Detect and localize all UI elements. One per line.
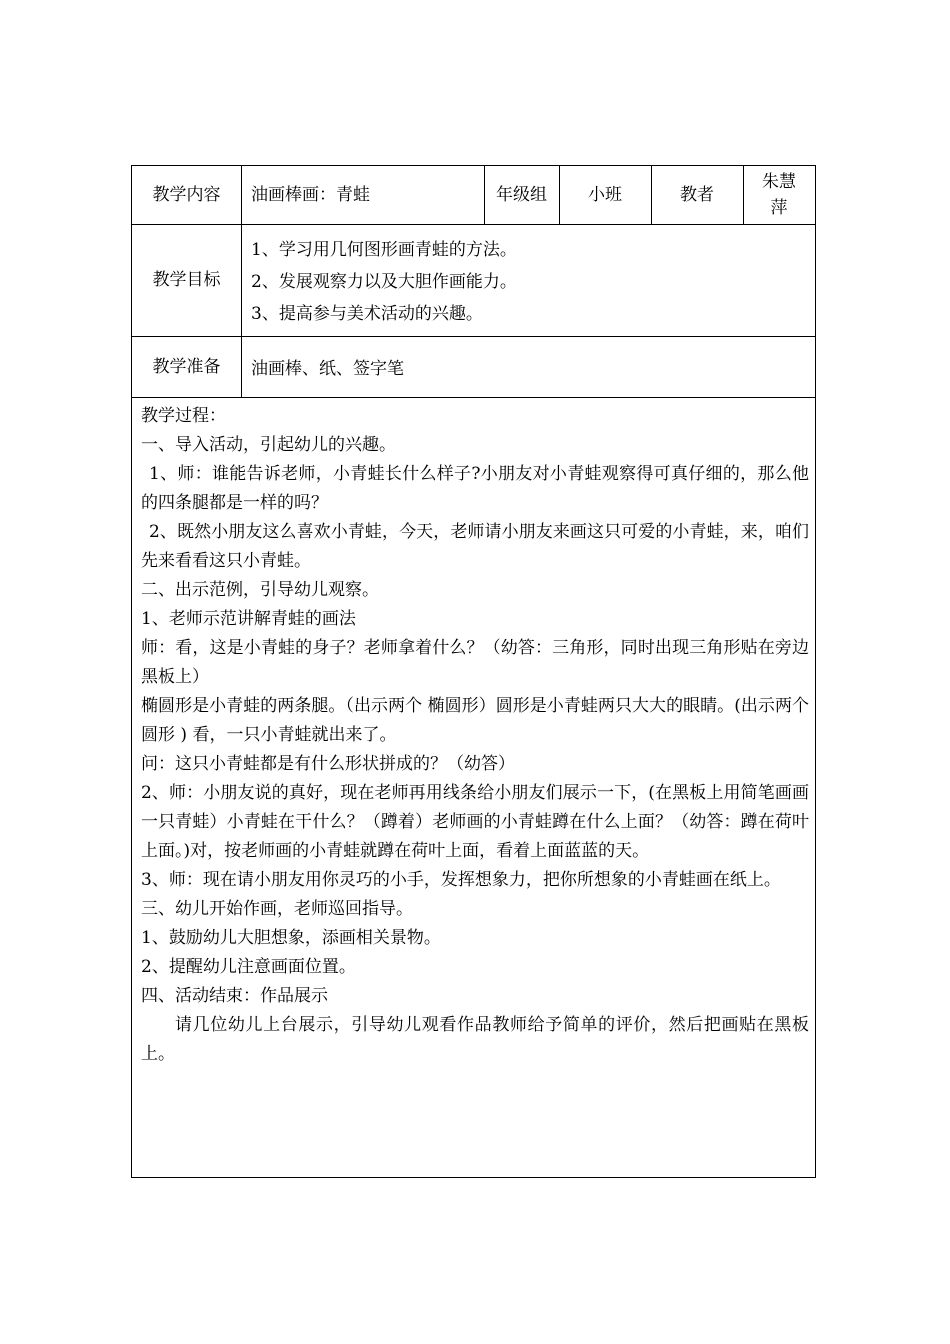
- process-paragraph: 四、活动结束：作品展示: [141, 986, 328, 1006]
- process-paragraph: 1、老师示范讲解青蛙的画法: [141, 609, 356, 629]
- goal-item: 3、提高参与美术活动的兴趣。: [251, 304, 483, 324]
- teaching-content-value: 油画棒画：青蛙: [251, 185, 370, 205]
- label-grade-group: 年级组: [496, 185, 547, 205]
- process-paragraph: 一、导入活动，引起幼儿的兴趣。: [141, 435, 396, 455]
- process-paragraph: 2、师：小朋友说的真好，现在老师再用线条给小朋友们展示一下，(在黑板上用简笔画画一只青蛙）小青蛙在干什么？（蹲着）老师画的小青蛙蹲在什么上面？（幼答：蹲在荷叶上面。)对，按老师画的小青蛙就蹲在荷叶上面，看着上面蓝蓝的天。: [141, 783, 809, 861]
- teacher-name: [743, 166, 815, 224]
- grade-group-value: 小班: [588, 185, 622, 205]
- process-paragraph: 三、幼儿开始作画，老师巡回指导。: [141, 899, 413, 919]
- process-paragraph: 椭圆形是小青蛙的两条腿。（出示两个 椭圆形）圆形是小青蛙两只大大的眼睛。(出示两个圆形 ) 看，一只小青蛙就出来了。: [141, 696, 809, 745]
- process-paragraph: 师：看，这是小青蛙的身子？老师拿着什么？（幼答：三角形，同时出现三角形贴在旁边黑板上）: [141, 638, 809, 687]
- process-heading: 教学过程：: [141, 406, 226, 426]
- lesson-plan-table: [131, 165, 816, 1178]
- process-paragraph: 二、出示范例，引导幼儿观察。: [141, 580, 379, 600]
- label-teaching-goals: 教学目标: [152, 270, 221, 290]
- teaching-prep-value: 油画棒、纸、签字笔: [251, 358, 404, 379]
- label-teacher: 教者: [680, 185, 714, 205]
- process-paragraph: 1、师：谁能告诉老师，小青蛙长什么样子?小朋友对小青蛙观察得可真仔细的，那么他的四条腿都是一样的吗？: [141, 464, 809, 513]
- teacher-name-line-1: 朱慧: [762, 172, 796, 192]
- process-paragraph: 1、鼓励幼儿大胆想象，添画相关景物。: [141, 928, 441, 948]
- process-paragraph: 请几位幼儿上台展示，引导幼儿观看作品教师给予简单的评价，然后把画贴在黑板上。: [141, 1015, 809, 1064]
- label-teaching-content: 教学内容: [152, 185, 221, 205]
- teaching-goals-list: [251, 234, 811, 330]
- process-paragraph: 2、既然小朋友这么喜欢小青蛙，今天，老师请小朋友来画这只可爱的小青蛙，来，咱们先来看看这只小青蛙。: [141, 522, 809, 571]
- process-paragraph: 3、师：现在请小朋友用你灵巧的小手，发挥想象力，把你所想象的小青蛙画在纸上。: [141, 870, 781, 890]
- process-paragraph: 2、提醒幼儿注意画面位置。: [141, 957, 356, 977]
- goal-item: 2、发展观察力以及大胆作画能力。: [251, 272, 517, 292]
- teacher-name-line-2: 萍: [770, 198, 788, 218]
- teaching-process: [141, 402, 809, 1069]
- process-paragraph: 问：这只小青蛙都是有什么形状拼成的？（幼答）: [141, 754, 515, 774]
- label-teaching-prep: 教学准备: [152, 356, 221, 377]
- goal-item: 1、学习用几何图形画青蛙的方法。: [251, 240, 517, 260]
